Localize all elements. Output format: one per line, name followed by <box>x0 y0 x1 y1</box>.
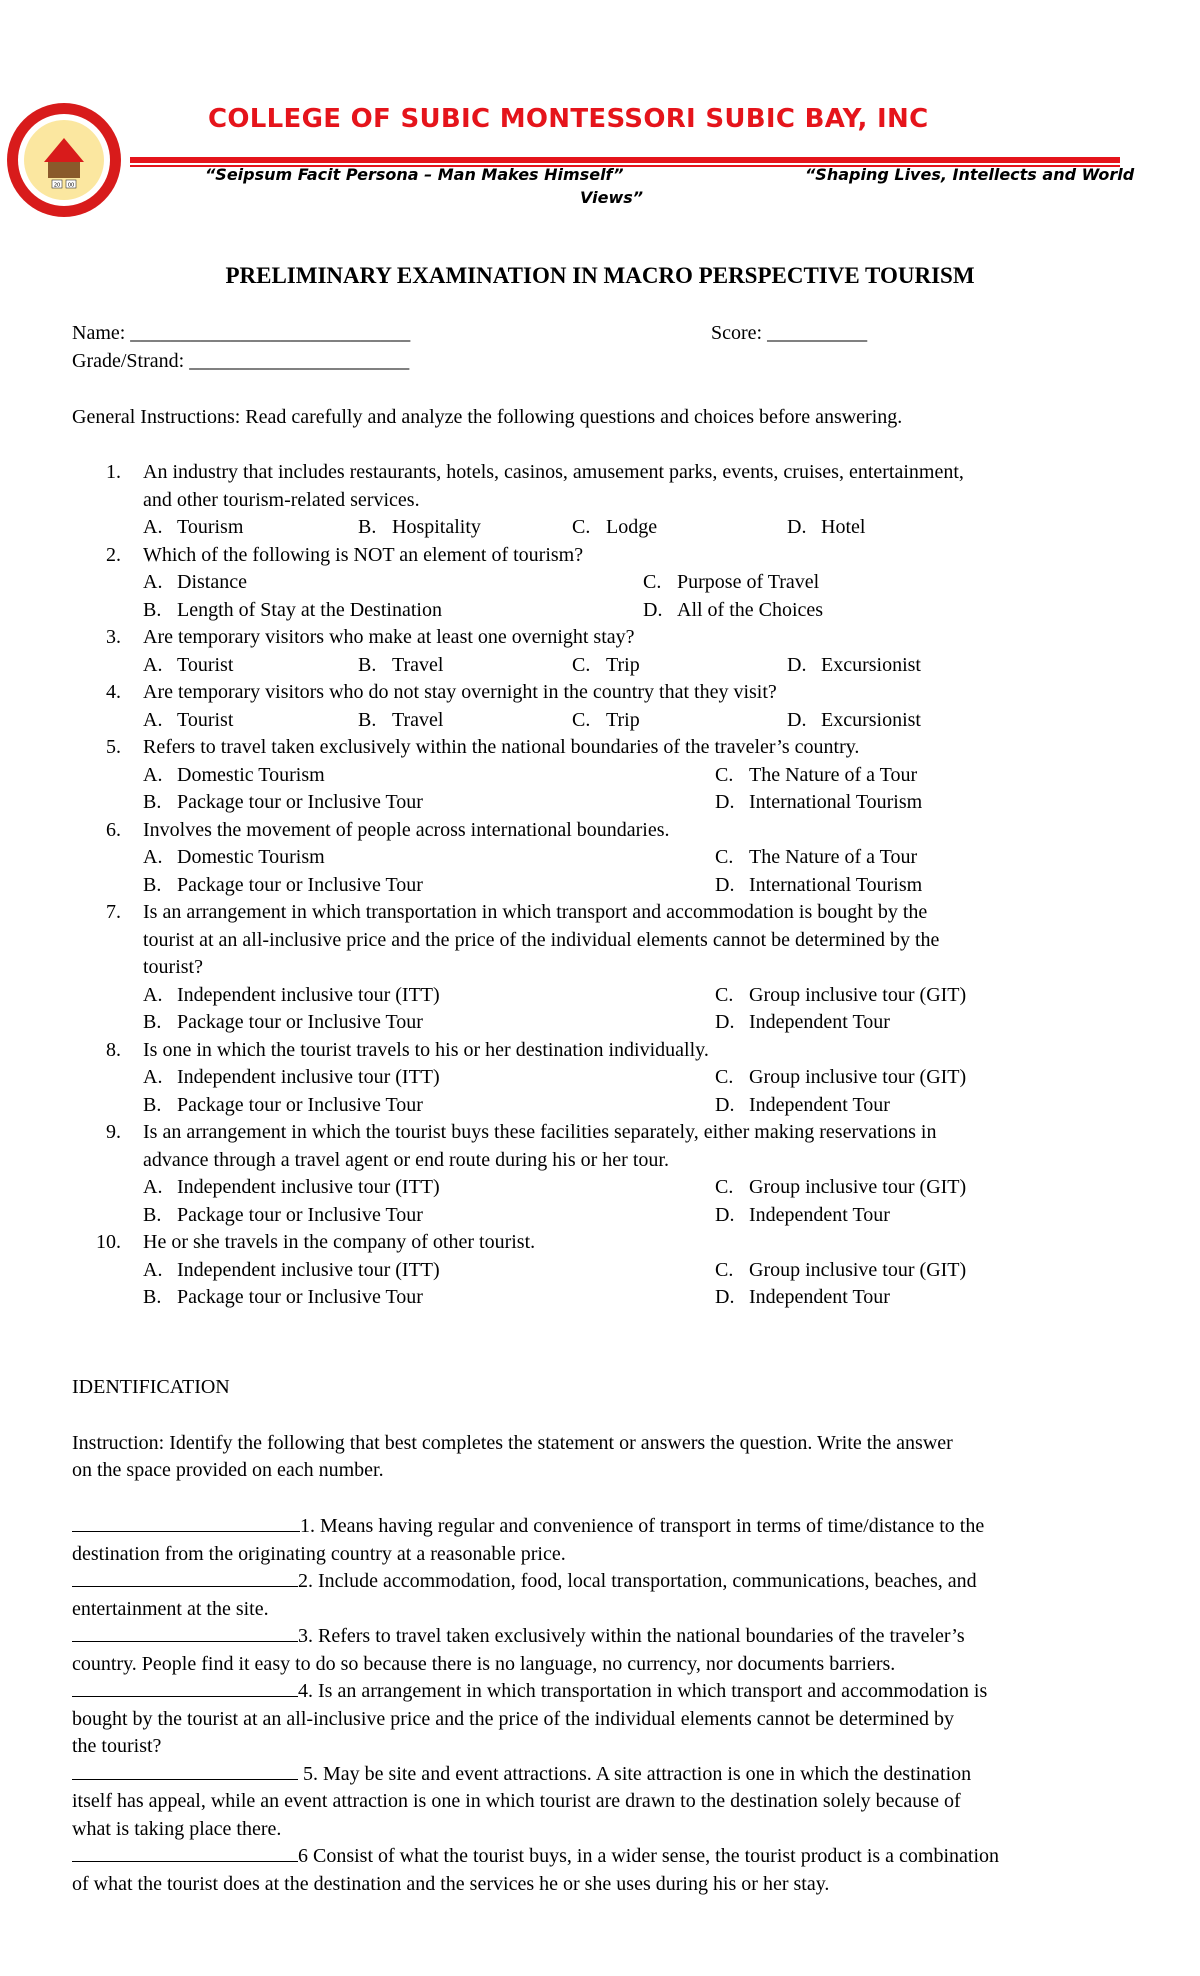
choice-text: Independent inclusive tour (ITT) <box>177 1066 440 1088</box>
answer-choice[interactable] <box>358 707 443 735</box>
choice-letter: D. <box>715 1093 735 1116</box>
choice-text: Group inclusive tour (GIT) <box>749 1066 967 1088</box>
answer-blank[interactable] <box>72 1568 298 1587</box>
choice-letter: C. <box>572 516 591 538</box>
question-text: tourist at an all-inclusive price and the price of the individual elements cannot be determined by the <box>143 928 940 951</box>
choice-text: Trip <box>606 708 640 731</box>
choice-letter: B. <box>143 1011 162 1033</box>
choice-letter: B. <box>143 1286 162 1308</box>
answer-choice[interactable] <box>143 569 247 597</box>
choice-letter: C. <box>715 1176 734 1198</box>
identification-item-label: 6 Consist of what the tourist buys, in a wider sense, the tourist product is a combination <box>298 1845 1000 1867</box>
choice-text: Tourist <box>177 653 234 676</box>
motto-right: “Shaping Lives, Intellects and World <box>805 165 1135 184</box>
choice-letter: D. <box>715 1203 735 1226</box>
question-number: 10. <box>96 1231 121 1253</box>
seal-year-left: 20 <box>53 182 61 189</box>
answer-choice[interactable] <box>787 514 865 542</box>
identification-heading: IDENTIFICATION <box>72 1376 230 1398</box>
choice-text: All of the Choices <box>677 598 824 621</box>
choice-letter: B. <box>143 873 162 896</box>
question-number: 9. <box>106 1121 121 1143</box>
answer-choice[interactable] <box>715 762 917 790</box>
choice-text: Hospitality <box>392 516 481 538</box>
question-number: 1. <box>106 461 121 483</box>
answer-choice[interactable] <box>143 844 325 872</box>
choice-text: Package tour or Inclusive Tour <box>177 791 423 813</box>
choice-text: Lodge <box>606 516 658 538</box>
choice-letter: B. <box>143 1203 162 1226</box>
answer-choice[interactable] <box>143 982 440 1010</box>
choice-text: Trip <box>606 653 640 676</box>
choice-letter: B. <box>143 598 162 621</box>
choice-text: The Nature of a Tour <box>749 846 918 868</box>
question-text: advance through a travel agent or end route during his or her tour. <box>143 1148 669 1171</box>
choice-text: International Tourism <box>749 873 923 896</box>
question-text: and other tourism-related services. <box>143 488 420 511</box>
choice-text: Travel <box>392 653 444 676</box>
question-text: tourist? <box>143 956 203 978</box>
answer-choice[interactable] <box>143 872 423 900</box>
choice-letter: D. <box>715 873 735 896</box>
answer-blank[interactable] <box>72 1623 298 1642</box>
choice-text: The Nature of a Tour <box>749 763 918 786</box>
answer-choice[interactable] <box>715 1202 890 1230</box>
question-text: Is one in which the tourist travels to his or her destination individually. <box>143 1038 709 1061</box>
grade-strand-field[interactable]: Grade/Strand: ______________________ <box>72 350 410 372</box>
choice-text: Distance <box>177 571 247 593</box>
answer-choice[interactable] <box>358 652 443 680</box>
choice-letter: D. <box>643 598 663 621</box>
answer-choice[interactable] <box>715 1257 966 1285</box>
question-text: Which of the following is NOT an element of tourism? <box>143 543 584 566</box>
choice-text: Independent inclusive tour (ITT) <box>177 1258 440 1281</box>
seal-year-right: 00 <box>67 182 75 189</box>
choice-letter: D. <box>715 1011 735 1033</box>
choice-text: Package tour or Inclusive Tour <box>177 1286 423 1308</box>
identification-item-continuation: what is taking place there. <box>72 1817 282 1840</box>
choice-text: Length of Stay at the Destination <box>177 598 442 621</box>
question-number: 2. <box>106 543 121 566</box>
choice-letter: A. <box>143 983 163 1006</box>
choice-letter: A. <box>143 516 163 538</box>
answer-choice[interactable] <box>143 762 325 790</box>
choice-letter: C. <box>572 653 591 676</box>
answer-choice[interactable] <box>143 597 442 625</box>
choice-text: International Tourism <box>749 791 923 813</box>
choice-letter: C. <box>715 983 734 1006</box>
choice-letter: A. <box>143 846 163 868</box>
answer-choice[interactable] <box>143 1064 440 1092</box>
answer-choice[interactable] <box>572 652 640 680</box>
choice-letter: A. <box>143 571 163 593</box>
choice-letter: D. <box>787 516 807 538</box>
choice-letter: A. <box>143 708 163 731</box>
answer-blank[interactable] <box>72 1678 298 1697</box>
choice-text: Package tour or Inclusive Tour <box>177 873 423 896</box>
choice-letter: A. <box>143 763 163 786</box>
choice-text: Independent Tour <box>749 1011 890 1033</box>
choice-letter: C. <box>715 1258 734 1281</box>
choice-letter: C. <box>715 763 734 786</box>
general-instructions: General Instructions: Read carefully and analyze the following questions and choices before answering. <box>72 406 903 428</box>
identification-item-continuation: country. People find it easy to do so because there is no language, no currency, nor documents barriers. <box>72 1652 896 1675</box>
answer-choice[interactable] <box>643 569 819 597</box>
answer-choice[interactable] <box>643 597 823 625</box>
answer-choice[interactable] <box>143 1202 423 1230</box>
answer-blank[interactable] <box>72 1843 298 1862</box>
college-name: COLLEGE OF SUBIC MONTESSORI SUBIC BAY, INC <box>208 104 929 134</box>
identification-instruction-line2: on the space provided on each number. <box>72 1459 384 1481</box>
answer-choice[interactable] <box>715 872 922 900</box>
identification-item <box>72 1761 971 1789</box>
choice-letter: C. <box>715 1066 734 1088</box>
answer-choice[interactable] <box>715 982 966 1010</box>
question-text: Is an arrangement in which the tourist buys these facilities separately, either making reservations in <box>143 1121 937 1143</box>
choice-text: Travel <box>392 708 444 731</box>
answer-choice[interactable] <box>715 1092 890 1120</box>
answer-choice[interactable] <box>572 707 640 735</box>
answer-choice[interactable] <box>143 1009 423 1037</box>
answer-choice[interactable] <box>715 1284 890 1312</box>
answer-choice[interactable] <box>715 1009 890 1037</box>
identification-item-continuation: the tourist? <box>72 1735 162 1757</box>
answer-choice[interactable] <box>143 789 423 817</box>
choice-text: Domestic Tourism <box>177 763 325 786</box>
question-number: 6. <box>106 818 121 841</box>
answer-choice[interactable] <box>143 1092 423 1120</box>
choice-text: Independent Tour <box>749 1093 890 1116</box>
choice-letter: D. <box>787 708 807 731</box>
choice-letter: B. <box>143 791 162 813</box>
choice-text: Excursionist <box>821 708 921 731</box>
question-text: Are temporary visitors who make at least one overnight stay? <box>143 626 635 648</box>
answer-choice[interactable] <box>143 652 233 680</box>
identification-item <box>72 1623 965 1651</box>
choice-text: Package tour or Inclusive Tour <box>177 1093 423 1116</box>
question-text: Refers to travel taken exclusively within the national boundaries of the traveler’s country. <box>143 736 860 758</box>
choice-letter: A. <box>143 1176 163 1198</box>
motto-right-continued: Views” <box>580 188 644 207</box>
choice-letter: D. <box>715 1286 735 1308</box>
identification-item-continuation: bought by the tourist at an all-inclusive price and the price of the individual elements cannot be determined by <box>72 1707 954 1730</box>
question-text: He or she travels in the company of other tourist. <box>143 1231 536 1253</box>
choice-text: Independent inclusive tour (ITT) <box>177 1176 440 1198</box>
choice-letter: B. <box>143 1093 162 1116</box>
choice-letter: C. <box>643 571 662 593</box>
answer-choice[interactable] <box>787 652 921 680</box>
choice-letter: D. <box>715 791 735 813</box>
answer-choice[interactable] <box>572 514 657 542</box>
choice-letter: C. <box>715 846 734 868</box>
choice-text: Independent Tour <box>749 1286 890 1308</box>
identification-item-continuation: itself has appeal, while an event attraction is one in which tourist are drawn to the destination solely because of <box>72 1790 961 1812</box>
question-text: Involves the movement of people across international boundaries. <box>143 818 670 841</box>
score-field[interactable]: Score: __________ <box>711 322 868 344</box>
identification-item-label: 1. Means having regular and convenience of transport in terms of time/distance to the <box>300 1515 985 1537</box>
identification-instruction-line1: Instruction: Identify the following that best completes the statement or answers the question. Write the answer <box>72 1432 953 1454</box>
answer-choice[interactable] <box>715 1064 966 1092</box>
college-seal-logo <box>4 100 124 220</box>
choice-text: Group inclusive tour (GIT) <box>749 1258 967 1281</box>
exam-title: PRELIMINARY EXAMINATION IN MACRO PERSPECTIVE TOURISM <box>225 263 975 288</box>
choice-text: Group inclusive tour (GIT) <box>749 1176 967 1198</box>
choice-letter: B. <box>358 653 377 676</box>
question-number: 8. <box>106 1038 121 1061</box>
choice-text: Tourist <box>177 708 234 731</box>
identification-item-label: 3. Refers to travel taken exclusively within the national boundaries of the traveler’s <box>298 1625 965 1647</box>
answer-choice[interactable] <box>715 789 922 817</box>
question-number: 4. <box>106 681 121 703</box>
choice-text: Package tour or Inclusive Tour <box>177 1203 423 1226</box>
choice-text: Package tour or Inclusive Tour <box>177 1011 423 1033</box>
answer-choice[interactable] <box>787 707 921 735</box>
choice-text: Hotel <box>821 516 866 538</box>
choice-text: Independent inclusive tour (ITT) <box>177 983 440 1006</box>
answer-choice[interactable] <box>715 1174 966 1202</box>
identification-item-continuation: destination from the originating country at a reasonable price. <box>72 1542 566 1565</box>
choice-letter: A. <box>143 653 163 676</box>
answer-choice[interactable] <box>143 1174 440 1202</box>
answer-choice[interactable] <box>143 1257 440 1285</box>
identification-item <box>72 1568 977 1596</box>
choice-letter: C. <box>572 708 591 731</box>
answer-blank[interactable] <box>72 1761 298 1780</box>
motto-left: “Seipsum Facit Persona – Man Makes Himself” <box>205 165 624 184</box>
identification-item <box>72 1678 987 1706</box>
question-number: 5. <box>106 736 121 758</box>
identification-item-label: 5. May be site and event attractions. A site attraction is one in which the destination <box>298 1762 972 1785</box>
answer-choice[interactable] <box>143 1284 423 1312</box>
name-field[interactable]: Name: ____________________________ <box>72 322 411 344</box>
question-number: 7. <box>106 901 121 923</box>
question-text: Is an arrangement in which transportation in which transport and accommodation is bought by the <box>143 901 928 923</box>
choice-text: Independent Tour <box>749 1203 890 1226</box>
identification-item-continuation: entertainment at the site. <box>72 1597 269 1620</box>
choice-text: Group inclusive tour (GIT) <box>749 983 967 1006</box>
identification-item-label: 2. Include accommodation, food, local transportation, communications, beaches, and <box>298 1570 977 1592</box>
choice-text: Tourism <box>177 516 244 538</box>
identification-item <box>72 1843 999 1871</box>
choice-letter: A. <box>143 1258 163 1281</box>
choice-text: Domestic Tourism <box>177 846 325 868</box>
choice-text: Excursionist <box>821 653 921 676</box>
identification-item <box>72 1513 984 1541</box>
identification-item-continuation: of what the tourist does at the destination and the services he or she uses during his or her stay. <box>72 1872 830 1895</box>
choice-letter: D. <box>787 653 807 676</box>
question-number: 3. <box>106 626 121 648</box>
choice-letter: B. <box>358 516 377 538</box>
choice-letter: A. <box>143 1066 163 1088</box>
answer-choice[interactable] <box>143 707 233 735</box>
answer-blank[interactable] <box>72 1513 300 1532</box>
choice-letter: B. <box>358 708 377 731</box>
question-text: An industry that includes restaurants, hotels, casinos, amusement parks, events, cruises, entertainment, <box>143 461 964 483</box>
answer-choice[interactable] <box>143 514 243 542</box>
answer-choice[interactable] <box>715 844 917 872</box>
question-text: Are temporary visitors who do not stay overnight in the country that they visit? <box>143 681 777 703</box>
identification-item-label: 4. Is an arrangement in which transportation in which transport and accommodation is <box>298 1680 988 1702</box>
choice-text: Purpose of Travel <box>677 571 820 593</box>
answer-choice[interactable] <box>358 514 481 542</box>
